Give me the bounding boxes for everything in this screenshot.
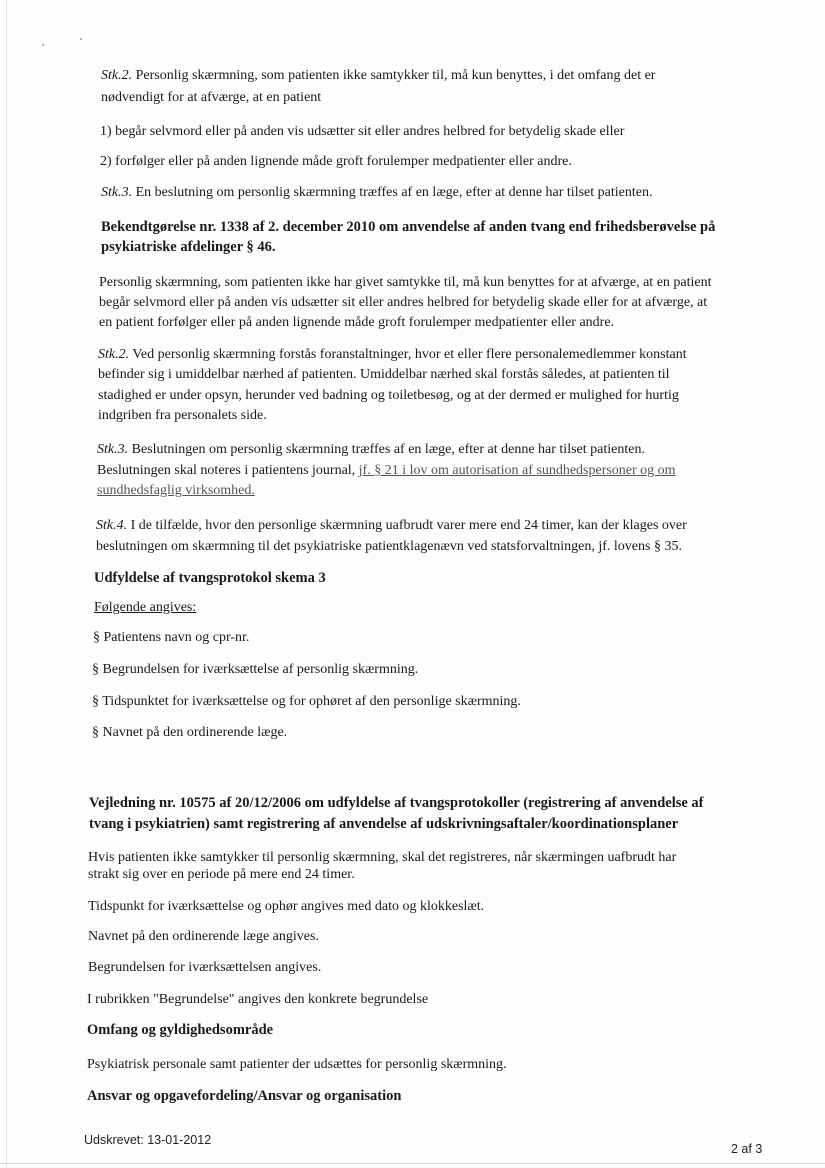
paragraph-text: Beslutningen om personlig skærmning træffes af en læge, efter at denne har tilset patienten. <box>131 442 645 457</box>
list-item: § Begrundelsen for iværksættelse af personlig skærmning. <box>92 662 419 677</box>
law-reference-link[interactable]: sundhedsfaglig virksomhed. <box>97 483 255 498</box>
paragraph-text: begår selvmord eller på anden vis udsætter sit eller andres helbred for betydelig skade eller for at afværge, at <box>99 295 708 310</box>
numbered-item-1: 1) begår selvmord eller på anden vis udsætter sit eller andres helbred for betydelig skade eller <box>100 124 625 139</box>
paragraph-stk3-intro <box>101 184 652 202</box>
paragraph-text: I de tilfælde, hvor den personlige skærmning uafbrudt varer mere end 24 timer, kan der klages over <box>130 518 687 533</box>
list-item: § Navnet på den ordinerende læge. <box>92 725 288 740</box>
paragraph-navnet: Navnet på den ordinerende læge angives. <box>88 929 319 944</box>
scan-speck <box>80 38 82 40</box>
law-reference-link[interactable]: jf. § 21 i lov om autorisation af sundhedspersoner og om <box>358 463 676 478</box>
page-edge-line <box>6 0 7 1168</box>
numbered-item-2: 2) forfølger eller på anden lignende måde groft forulemper medpatienter eller andre. <box>100 154 572 169</box>
paragraph-text: befinder sig i umiddelbar nærhed af patienten. Umiddelbar nærhed skal forstås således, at patienten til <box>98 367 670 382</box>
heading-ansvar: Ansvar og opgavefordeling/Ansvar og organisation <box>87 1088 402 1104</box>
page-bottom-edge <box>0 1163 825 1164</box>
footer-print-date: Udskrevet: 13-01-2012 <box>84 1133 212 1147</box>
paragraph-text: Hvis patienten ikke samtykker til personlig skærmning, skal det registreres, når skærmingen uafbrudt har <box>88 850 677 865</box>
paragraph-text: Personlig skærmning, som patienten ikke har givet samtykke til, må kun benyttes for at afværge, at en patient <box>99 275 712 290</box>
paragraph-begrundelsen: Begrundelsen for iværksættelsen angives. <box>88 960 322 975</box>
list-item: § Patientens navn og cpr-nr. <box>93 630 250 645</box>
following-label: Følgende angives: <box>94 600 197 615</box>
heading-omfang: Omfang og gyldighedsområde <box>87 1022 274 1038</box>
footer-page-number: 2 af 3 <box>731 1142 763 1156</box>
paragraph-text: Personlig skærmning, som patienten ikke samtykker til, må kun benyttes, i det omfang det er <box>135 68 656 83</box>
stk-label: Stk.2. <box>98 347 130 362</box>
scan-speck <box>42 44 44 46</box>
paragraph-text: strakt sig over en periode på mere end 24 timer. <box>88 867 355 882</box>
paragraph-text: beslutningen om skærmning til det psykiatriske patientklagenævn ved statsforvaltningen, jf. lovens § 35. <box>96 539 682 554</box>
heading-udfyldelse: Udfyldelse af tvangsprotokol skema 3 <box>94 570 326 586</box>
heading-line: Bekendtgørelse nr. 1338 af 2. december 2010 om anvendelse af anden tvang end frihedsberøvelse på <box>101 219 716 235</box>
stk-label: Stk.3. <box>101 185 133 200</box>
heading-line: psykiatriske afdelinger § 46. <box>101 239 276 255</box>
stk-label: Stk.3. <box>97 442 129 457</box>
stk-label: Stk.4. <box>96 518 128 533</box>
paragraph-text: indgriben fra personalets side. <box>98 408 267 423</box>
paragraph-text: En beslutning om personlig skærmning træffes af en læge, efter at denne har tilset patienten. <box>135 185 653 200</box>
paragraph-text: en patient forfølger eller på anden lignende måde groft forulemper medpatienter eller andre. <box>99 315 615 330</box>
paragraph-text: nødvendigt for at afværge, at en patient <box>101 90 322 105</box>
heading-line: Vejledning nr. 10575 af 20/12/2006 om udfyldelse af tvangsprotokoller (registrering af anvendelse af <box>89 795 704 811</box>
paragraph-text: Beslutningen skal noteres i patientens journal, <box>97 463 356 478</box>
paragraph-text: Ved personlig skærmning forstås foranstaltninger, hvor et eller flere personalemedlemmer konstant <box>132 347 687 362</box>
paragraph-text: stadighed er under opsyn, herunder ved badning og toiletbesøg, og at der dermed er mulighed for hurtig <box>98 388 679 403</box>
stk-label: Stk.2. <box>101 68 133 83</box>
list-item: § Tidspunktet for iværksættelse og for ophøret af den personlige skærmning. <box>92 694 521 709</box>
paragraph-omfang: Psykiatrisk personale samt patienter der udsættes for personlig skærmning. <box>87 1057 507 1072</box>
heading-line: tvang i psykiatrien) samt registrering af anvendelse af udskrivningsaftaler/koordinationsplaner <box>89 816 679 832</box>
paragraph-tidspunkt: Tidspunkt for iværksættelse og ophør angives med dato og klokkeslæt. <box>88 899 485 914</box>
paragraph-rubrikken: I rubrikken "Begrundelse" angives den konkrete begrundelse <box>87 992 429 1007</box>
